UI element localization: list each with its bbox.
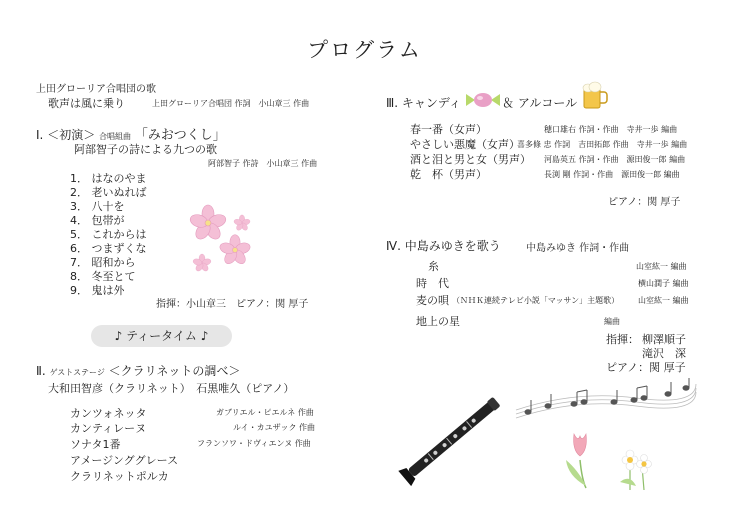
song-credit: 喜多條 忠 作詞 吉田拓郎 作曲 寺井一歩 編曲 [517, 140, 688, 149]
song-credit: 山室紘一 編曲 [638, 296, 689, 305]
song-credit: 横山潤子 編曲 [638, 279, 689, 288]
section-3-title-a: キャンディ [401, 96, 461, 110]
section-3-amp: ＆ [502, 96, 515, 110]
song-title: これからは [91, 228, 147, 241]
white-flowers [620, 450, 652, 490]
page-title: プログラム [307, 38, 422, 62]
song-title: 包帯が [91, 214, 125, 227]
list-item: 酒と泪と男と女（男声） [410, 153, 531, 166]
section-2-heading [36, 362, 240, 379]
beer-mug-icon [582, 80, 608, 110]
song-title: 歌声は風に乗り [48, 97, 125, 110]
blossom-flower [189, 205, 252, 272]
list-item: カンツォネッタ [70, 407, 147, 420]
music-notes-illustration [516, 380, 696, 420]
song-credit: 上田グローリア合唱団 作詞 小山章三 作曲 [152, 99, 310, 108]
song-number: 4． [70, 214, 88, 227]
song-number: 3． [70, 200, 88, 213]
song-credit: 長渕 剛 作詞・作曲 源田俊一郎 編曲 [544, 170, 680, 179]
list-item: アメージンググレース [70, 454, 179, 467]
section-4-conductor-2: 滝沢 深 [642, 347, 686, 360]
section-2-label: ゲストステージ [49, 368, 105, 377]
flowers-illustration [560, 430, 670, 490]
section-3-piano: ピアノ：関 厚子 [608, 197, 681, 208]
song-credit: 編曲 [604, 317, 620, 326]
list-item [70, 282, 125, 298]
song-number: 8． [70, 270, 88, 283]
song-number: 5． [70, 228, 88, 241]
cherry-blossom-illustration [180, 205, 260, 280]
choir-song-heading: 上田グローリア合唱団の歌 [36, 84, 156, 95]
list-item: カンティレーヌ [70, 422, 147, 435]
list-item: ソナタ1番 [70, 438, 121, 451]
tulip [566, 434, 586, 488]
song-title: 老いぬれば [91, 186, 147, 199]
list-item: やさしい悪魔（女声） [410, 138, 520, 151]
song-title: 昭和から [91, 256, 136, 269]
song-title: 八十を [91, 200, 125, 213]
song-credit: 穂口雄右 作詞・作曲 寺井一歩 編曲 [544, 125, 678, 134]
section-1-prefix: ＜初演＞ [47, 128, 96, 142]
piece-credit: フランソワ・ドヴィエンヌ 作曲 [197, 439, 311, 448]
list-item: 春一番（女声） [410, 123, 487, 136]
section-1-performers: 指揮：小山章三 ピアノ：関 厚子 [156, 299, 309, 310]
section-4-heading [386, 237, 501, 254]
song-number: 1． [70, 172, 88, 185]
song-credit: 河島英五 作詞・作曲 源田俊一郎 編曲 [544, 155, 686, 164]
song-note: （ＮＨＫ連続テレビ小説「マッサン」主題歌） [452, 296, 620, 305]
list-item: 麦の唄 [416, 294, 449, 307]
section-2-numeral: Ⅱ. [36, 364, 46, 378]
section-3-numeral: Ⅲ. [386, 96, 399, 110]
clarinet-illustration [398, 388, 508, 488]
piece-credit: ルイ・カユザック 作曲 [233, 423, 315, 432]
section-4-title: 中島みゆきを歌う [404, 239, 501, 253]
section-4-piano: ピアノ：関 厚子 [606, 361, 686, 374]
section-4-numeral: Ⅳ. [386, 239, 401, 253]
list-item: クラリネットポルカ [70, 470, 169, 483]
candy-icon [466, 90, 500, 110]
song-number: 9． [70, 284, 88, 297]
list-item: 地上の星 [416, 315, 460, 328]
song-title: はなのやま [91, 172, 147, 185]
section-1-genre: 合唱組曲 [99, 132, 132, 141]
piece-credit: ガブリエル・ピエルネ 作曲 [216, 408, 314, 417]
section-3-heading-rest [502, 94, 577, 111]
list-item: 時 代 [416, 277, 449, 290]
section-2-performers: 大和田智彦（クラリネット） 石黒唯久（ピアノ） [48, 382, 295, 395]
section-4-conductor-label: 指揮： [606, 333, 639, 346]
tea-time-banner: ♪ ティータイム ♪ [91, 325, 232, 347]
song-number: 2． [70, 186, 88, 199]
song-title: つまずくな [91, 242, 147, 255]
section-1-title: 「みおつくし」 [134, 128, 226, 143]
section-1-numeral: Ⅰ. [36, 128, 44, 142]
section-3-title-b: アルコール [517, 96, 578, 110]
section-4-conductor-1: 柳澤順子 [642, 333, 686, 346]
song-number: 7． [70, 256, 88, 269]
song-credit: 山室紘一 編曲 [636, 262, 687, 271]
list-item: 乾 杯（男声） [410, 168, 487, 181]
section-3-heading [386, 94, 461, 111]
song-title: 冬至とて [91, 270, 136, 283]
section-4-credit: 中島みゆき 作詞・作曲 [526, 243, 630, 254]
song-number: 6． [70, 242, 88, 255]
section-1-subtitle: 阿部智子の詩による九つの歌 [74, 143, 217, 156]
section-2-title: ＜クラリネットの調べ＞ [108, 364, 241, 378]
song-title: 鬼は外 [91, 284, 125, 297]
list-item: 糸 [428, 260, 439, 273]
section-1-credit: 阿部智子 作詩 小山章三 作曲 [208, 159, 318, 168]
